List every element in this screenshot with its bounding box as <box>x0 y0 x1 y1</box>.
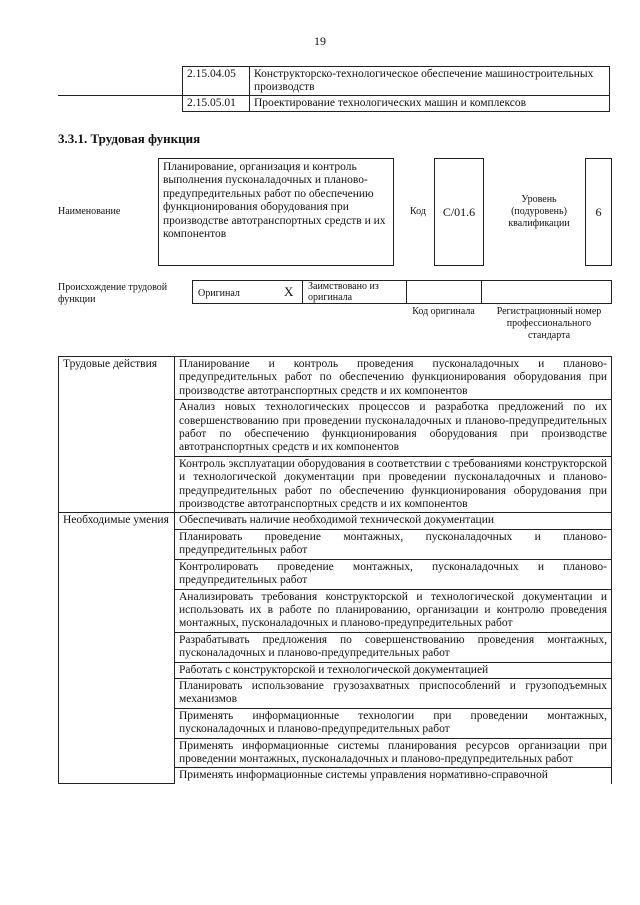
origin-label: Происхождение трудовой функции <box>58 282 168 305</box>
function-code: С/01.6 <box>434 158 484 266</box>
name-cell: Конструкторско-технологическое обеспечение машиностроительных производств <box>250 67 610 96</box>
original-label: Оригинал <box>198 288 240 299</box>
table-row <box>59 357 612 400</box>
skill-item: Планировать использование грузозахватных приспособлений и грузоподъемных механизмов <box>175 678 612 708</box>
labor-action-item: Планирование и контроль проведения пусконаладочных и планово-предупредительных работ по обеспечению функционирования оборудования при производстве автотранспортных средств и их компонентов <box>175 357 612 400</box>
skill-item: Разрабатывать предложения по совершенствованию проведения монтажных, пусконаладочных и планово-предупредительных работ <box>175 632 612 662</box>
skill-item: Контролировать проведение монтажных, пусконаладочных и планово-предупредительных работ <box>175 559 612 589</box>
reg-number-label: Регистрационный номер профессионального стандарта <box>496 306 602 341</box>
code-original-label: Код оригинала <box>412 306 475 317</box>
table-row <box>58 67 610 96</box>
skill-item: Анализировать требования конструкторской и технологической документации и использовать их в работе по планированию, организации и контролю проведения монтажных, пусконаладочных и планово-предупредительных работ <box>175 589 612 632</box>
skill-item: Применять информационные системы планирования ресурсов организации при проведении монтажных, пусконаладочных и планово-предупредительных работ <box>175 738 612 768</box>
code-label: Код <box>410 206 426 217</box>
code-cell: 2.15.04.05 <box>183 67 250 96</box>
table-row <box>58 96 610 112</box>
code-cell: 2.15.05.01 <box>183 96 250 112</box>
level-label: Уровень (подуровень) квалификации <box>508 194 570 229</box>
labor-action-item: Контроль эксплуатации оборудования в соответствии с требованиями конструкторской и технологической документации при проведении пусконаладочных и планово-предупредительных работ по обеспечению функционирования оборудования при производстве автотранспортных средств и их компонентов <box>175 456 612 513</box>
skill-item: Обеспечивать наличие необходимой технической документации <box>175 513 612 529</box>
labor-action-item: Анализ новых технологических процессов и разработка предложений по их совершенствованию при проведении пусконаладочных и планово-предупредительных работ по обеспечению функционирования оборудования при производстве автотранспортных средств и их компонентов <box>175 400 612 457</box>
name-label: Наименование <box>58 206 121 217</box>
labor-actions-label: Трудовые действия <box>59 357 175 513</box>
skill-item: Планировать проведение монтажных, пусконаладочных и планово-предупредительных работ <box>175 529 612 559</box>
section-title: 3.3.1. Трудовая функция <box>58 131 201 146</box>
table-row <box>59 513 612 529</box>
skill-item: Работать с конструкторской и технологической документацией <box>175 662 612 678</box>
name-cell: Проектирование технологических машин и комплексов <box>250 96 610 112</box>
original-mark: X <box>284 284 294 299</box>
education-codes-table <box>58 66 610 112</box>
skill-item: Применять информационные системы управления нормативно-справочной <box>175 768 612 784</box>
function-name: Планирование, организация и контроль выполнения пусконаладочных и планово-предупредительных работ по обеспечению функционирования оборудования при производстве автотранспортных средств и их компонентов <box>158 158 394 266</box>
labor-function-table <box>58 356 612 784</box>
qualification-level: 6 <box>585 158 612 266</box>
skill-item: Применять информационные технологии при проведении монтажных, пусконаладочных и планово-предупредительных работ <box>175 708 612 738</box>
page-number: 19 <box>314 34 326 48</box>
borrowed-label: Заимствовано из оригинала <box>308 281 379 303</box>
skills-label: Необходимые умения <box>59 513 175 784</box>
